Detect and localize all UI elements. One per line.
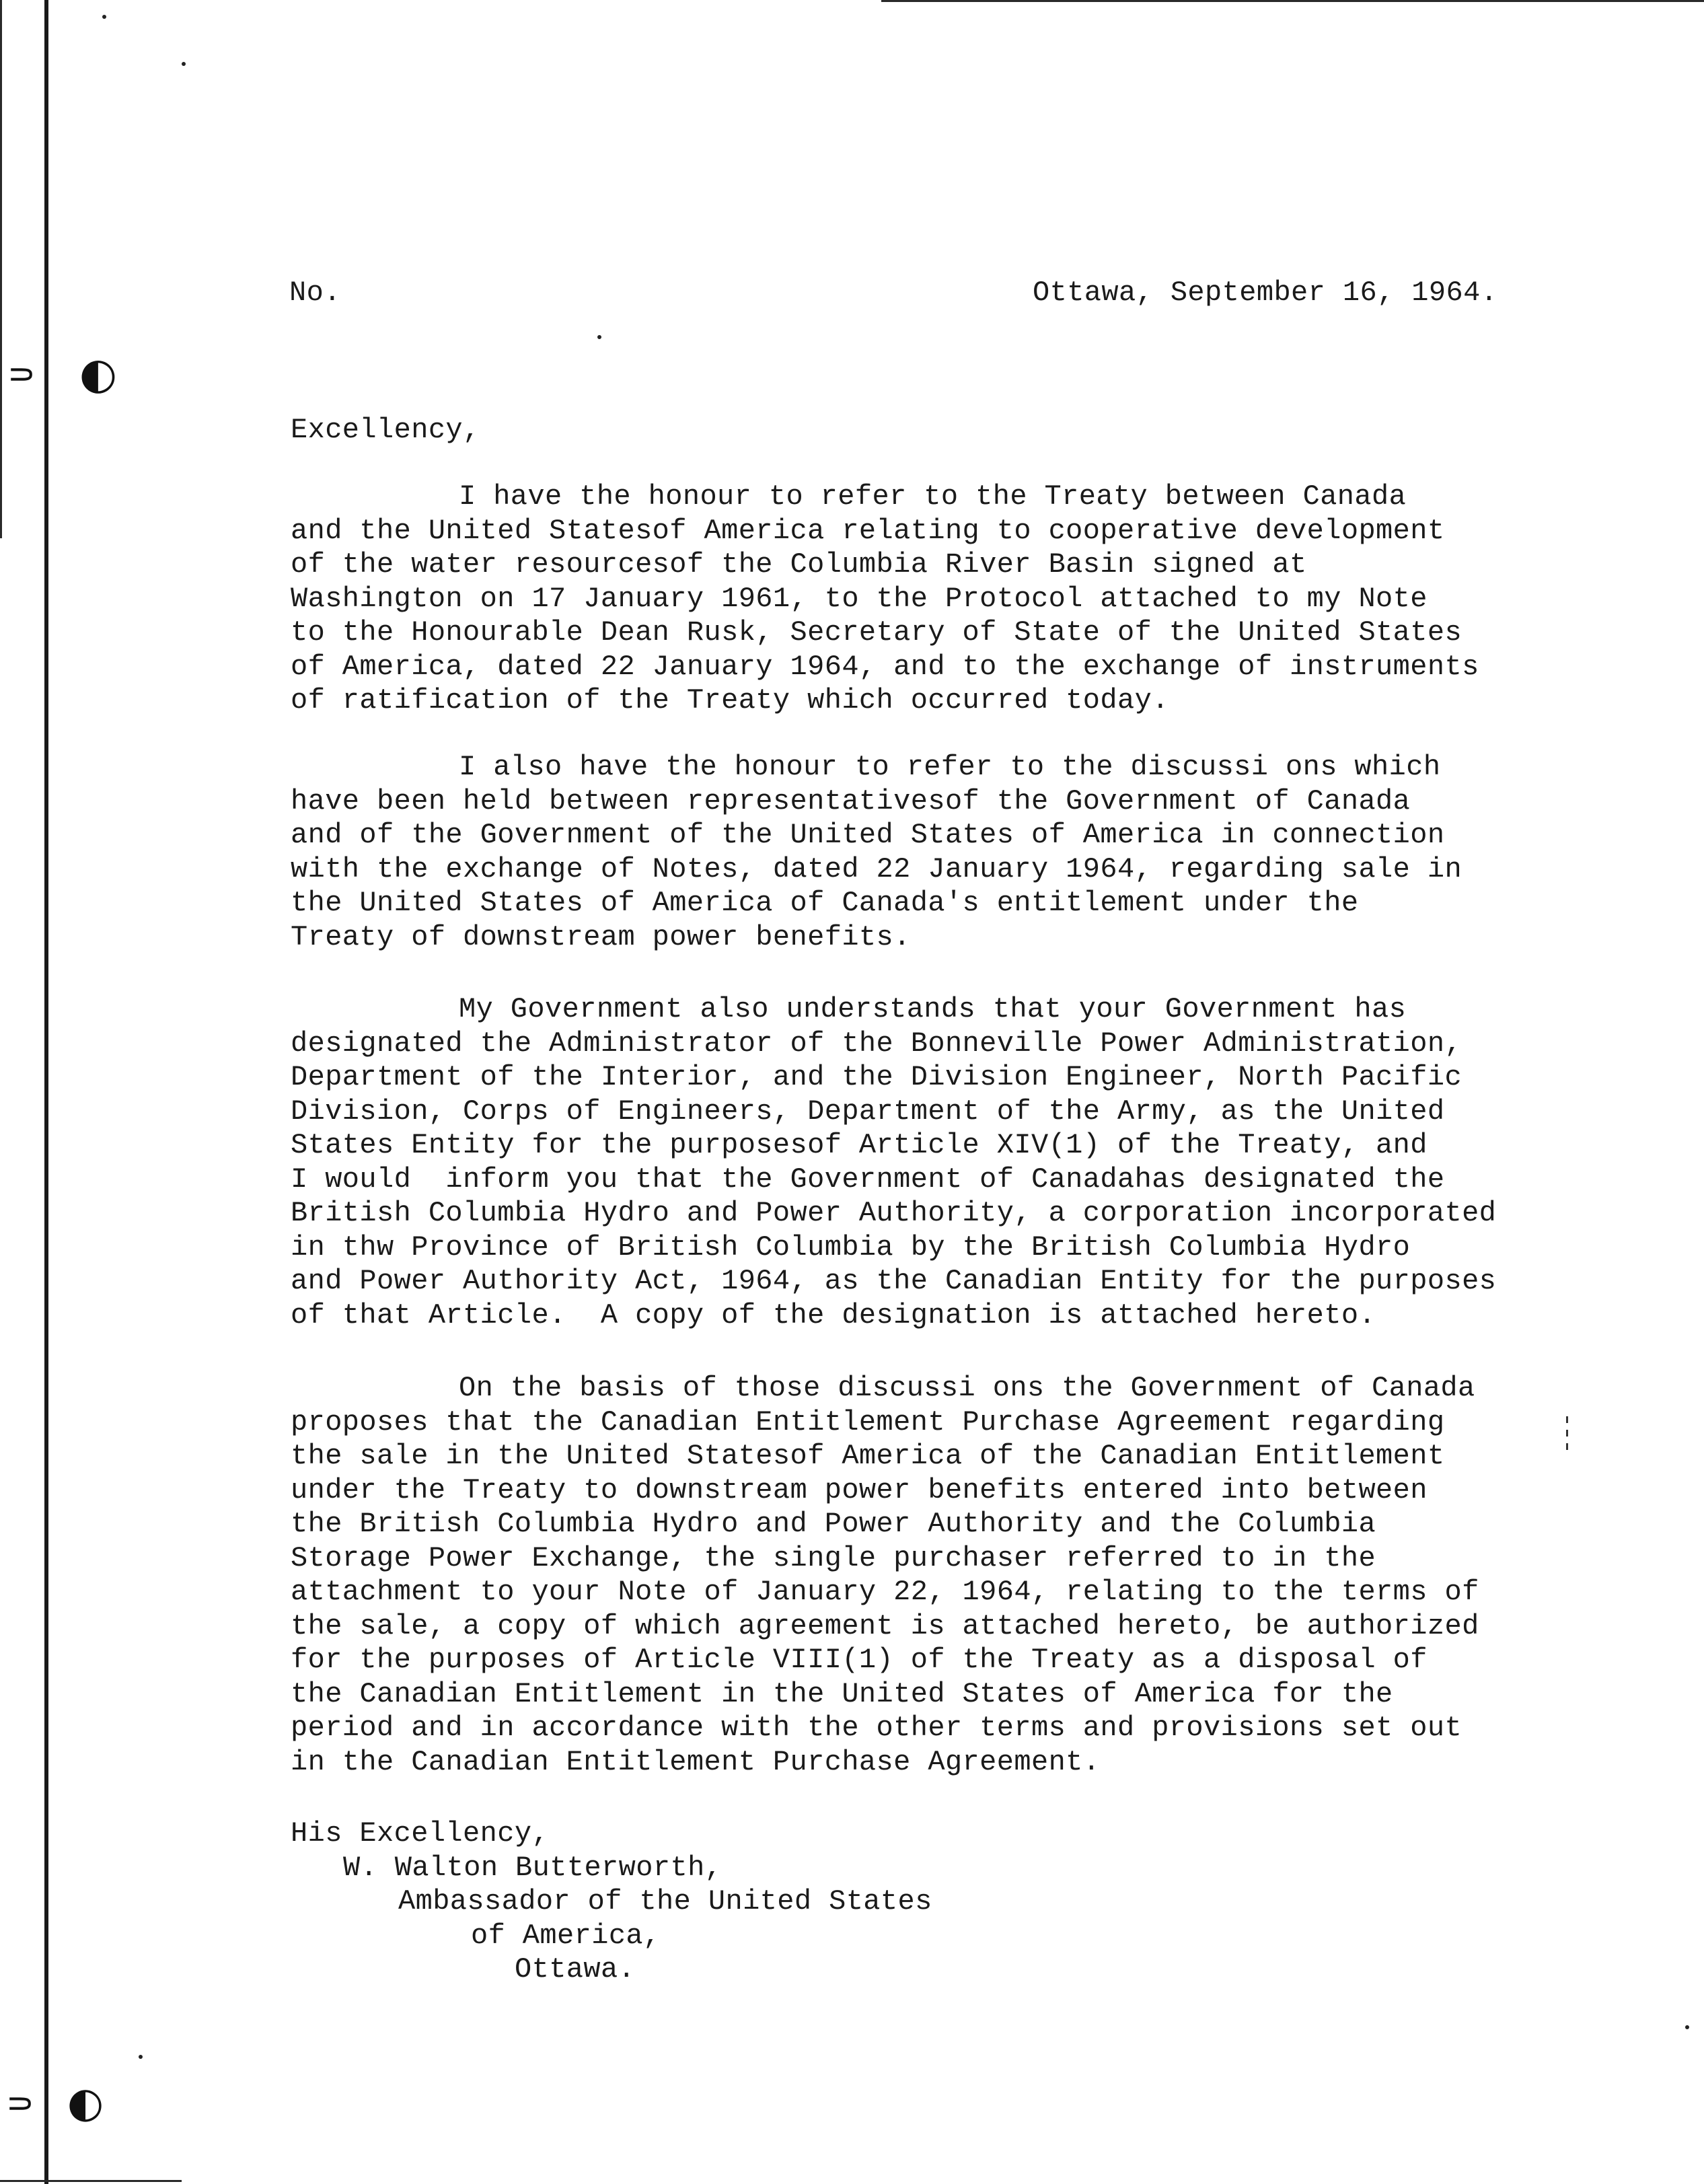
addressee-block xyxy=(291,1817,932,1987)
reference-number: No. xyxy=(289,277,341,309)
scan-speck xyxy=(1685,2025,1689,2029)
paragraph-line: Storage Power Exchange, the single purchaser referred to in the xyxy=(291,1541,1376,1574)
paragraph-line: of that Article. A copy of the designation is attached hereto. xyxy=(291,1299,1376,1332)
addressee-line: of America, xyxy=(471,1919,661,1952)
addressee-line: His Excellency, xyxy=(291,1817,550,1850)
paragraph-line: in the Canadian Entitlement Purchase Agreement. xyxy=(291,1745,1101,1778)
paragraph-line: and the United Statesof America relating to cooperative development xyxy=(291,514,1445,547)
paragraph-line: Treaty of downstream power benefits. xyxy=(291,920,911,953)
paragraph-1 xyxy=(291,480,1502,718)
paragraph-line: States Entity for the purposesof Article XIV(1) of the Treaty, and xyxy=(291,1129,1428,1161)
binder-hole-mark: ◐ xyxy=(79,349,117,399)
paragraph-line: in thw Province of British Columbia by the British Columbia Hydro xyxy=(291,1231,1411,1264)
paragraph-line: to the Honourable Dean Rusk, Secretary of State of the United States xyxy=(291,616,1462,649)
paragraph-line: and of the Government of the United States of America in connection xyxy=(291,819,1445,851)
scan-top-rule xyxy=(881,0,1704,2)
addressee-line: Ambassador of the United States xyxy=(398,1885,932,1918)
paragraph-line: attachment to your Note of January 22, 1964, relating to the terms of xyxy=(291,1576,1479,1608)
binder-clip-mark-bottom: ⸧ xyxy=(3,2084,38,2125)
paragraph-line: the Canadian Entitlement in the United States of America for the xyxy=(291,1677,1393,1710)
paragraph-line: I would inform you that the Government of Canadahas designated the xyxy=(291,1163,1445,1196)
paragraph-line: the sale in the United Statesof America of the Canadian Entitlement xyxy=(291,1440,1445,1472)
paragraph-3 xyxy=(291,992,1502,1332)
addressee-line: Ottawa. xyxy=(515,1953,636,1986)
scan-bottom-rule xyxy=(0,2180,182,2182)
salutation: Excellency, xyxy=(291,414,480,446)
scan-speck xyxy=(182,62,186,66)
binder-clip-mark: ⸧ xyxy=(4,355,40,396)
paragraph-line: and Power Authority Act, 1964, as the Canadian Entity for the purposes xyxy=(291,1265,1497,1297)
paragraph-line: for the purposes of Article VIII(1) of the Treaty as a disposal of xyxy=(291,1644,1428,1676)
binding-edge-line xyxy=(44,0,48,2184)
paragraph-line: have been held between representativesof the Government of Canada xyxy=(291,785,1411,817)
binder-hole-mark-bottom: ◐ xyxy=(67,2078,104,2127)
paragraph-line: My Government also understands that your Government has xyxy=(459,993,1407,1025)
scan-speck xyxy=(597,335,601,339)
paragraph-line: proposes that the Canadian Entitlement Purchase Agreement regarding xyxy=(291,1406,1445,1439)
paragraph-line: the United States of America of Canada's entitlement under the xyxy=(291,887,1359,919)
paragraph-line: I have the honour to refer to the Treaty between Canada xyxy=(459,480,1407,513)
paragraph-line: period and in accordance with the other terms and provisions set out xyxy=(291,1712,1462,1744)
paragraph-line: of ratification of the Treaty which occurred today. xyxy=(291,684,1169,717)
paragraph-line: of the water resourcesof the Columbia River Basin signed at xyxy=(291,548,1307,581)
paragraph-line: Department of the Interior, and the Division Engineer, North Pacific xyxy=(291,1061,1462,1093)
paragraph-4 xyxy=(291,1371,1502,1779)
paragraph-line: On the basis of those discussi ons the Government of Canada xyxy=(459,1372,1475,1404)
scan-speck xyxy=(102,15,106,19)
paragraph-2 xyxy=(291,750,1502,954)
dateline: Ottawa, September 16, 1964. xyxy=(1033,277,1498,309)
paragraph-line: British Columbia Hydro and Power Authority, a corporation incorporated xyxy=(291,1197,1497,1229)
paragraph-line: under the Treaty to downstream power benefits entered into between xyxy=(291,1473,1428,1506)
addressee-line: W. Walton Butterworth, xyxy=(343,1851,723,1884)
paragraph-line: Division, Corps of Engineers, Department of the Army, as the United xyxy=(291,1095,1445,1128)
paragraph-line: the sale, a copy of which agreement is attached hereto, be authorized xyxy=(291,1609,1479,1642)
page-edge-line xyxy=(0,0,2,538)
scan-margin-dash xyxy=(1566,1416,1568,1457)
paragraph-line: designated the Administrator of the Bonneville Power Administration, xyxy=(291,1027,1462,1060)
paragraph-line: with the exchange of Notes, dated 22 January 1964, regarding sale in xyxy=(291,852,1462,885)
paragraph-line: Washington on 17 January 1961, to the Protocol attached to my Note xyxy=(291,582,1428,615)
paragraph-line: the British Columbia Hydro and Power Authority and the Columbia xyxy=(291,1508,1376,1540)
paragraph-line: of America, dated 22 January 1964, and to the exchange of instruments xyxy=(291,650,1479,683)
scan-speck xyxy=(139,2055,143,2059)
paragraph-line: I also have the honour to refer to the discussi ons which xyxy=(459,751,1441,783)
